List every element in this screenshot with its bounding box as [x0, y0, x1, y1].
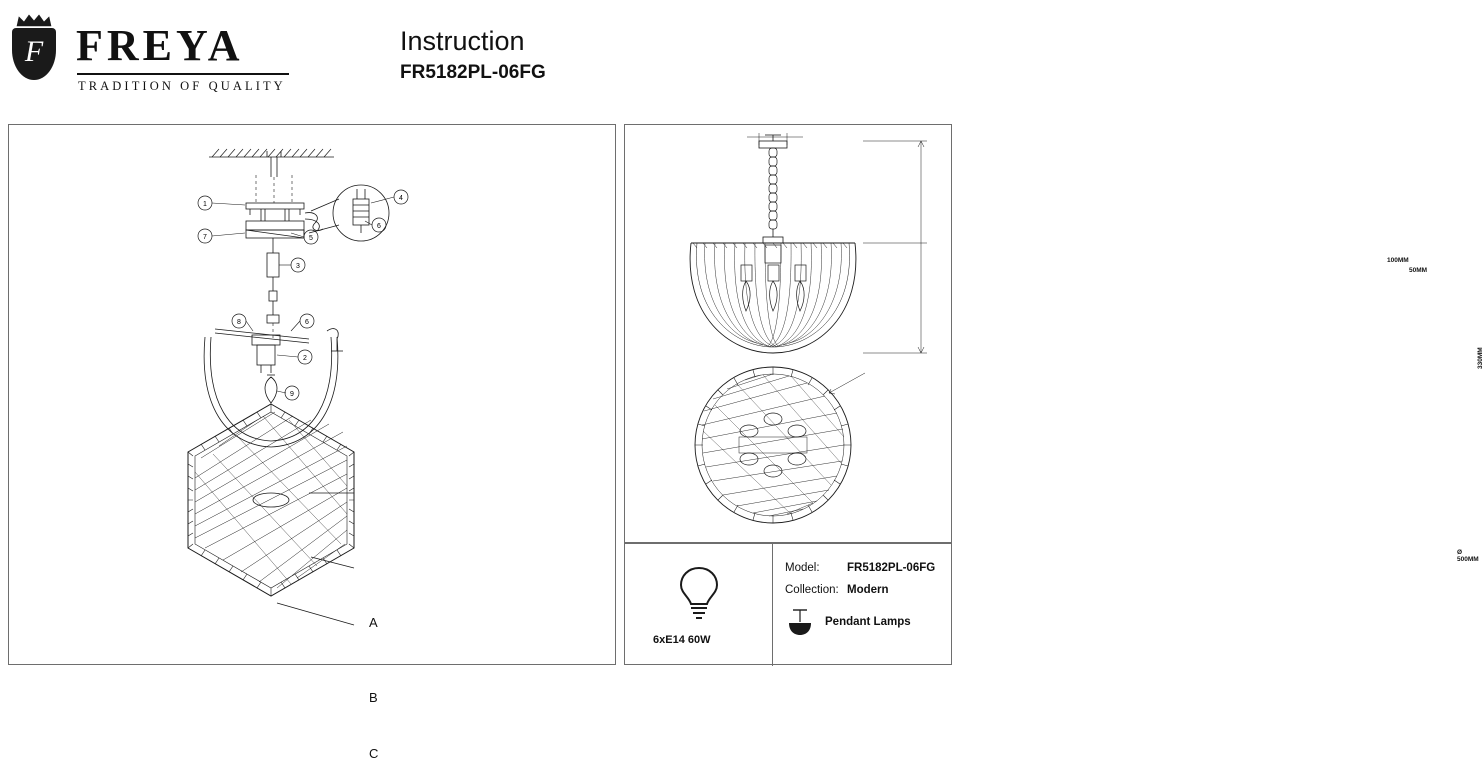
product-views-panel [624, 124, 1484, 563]
dimension-height: 330MM [1477, 347, 1484, 369]
brand-tagline: TRADITION OF QUALITY [78, 79, 286, 93]
info-text-block [785, 562, 935, 606]
svg-text:8: 8 [237, 319, 241, 326]
brand-name: FREYA [76, 21, 244, 70]
collection-row [785, 584, 935, 596]
svg-text:7: 7 [203, 234, 207, 241]
section-label-b: B [369, 690, 378, 705]
svg-text:6: 6 [305, 319, 309, 326]
info-divider [772, 544, 773, 666]
model-row [785, 562, 935, 574]
freya-crest-icon [8, 14, 60, 88]
dimension-top-2: 50MM [1409, 267, 1428, 274]
crest-shield [12, 28, 56, 80]
model-label: Model: [785, 562, 820, 574]
svg-text:4: 4 [399, 195, 403, 202]
model-value: FR5182PL-06FG [847, 562, 936, 574]
collection-value: Modern [847, 584, 889, 596]
svg-text:2: 2 [303, 355, 307, 362]
document-title-block [400, 26, 546, 84]
assembly-drawing [9, 125, 615, 664]
svg-text:9: 9 [290, 391, 294, 398]
page-title: Instruction [400, 26, 525, 56]
crest-letter: F [24, 35, 44, 68]
product-info-panel [624, 543, 952, 665]
section-label-c: C [369, 746, 379, 761]
pendant-lamp-icon [785, 608, 819, 636]
svg-text:6: 6 [377, 223, 381, 230]
brand-divider [77, 73, 289, 75]
product-drawing [625, 125, 951, 542]
section-label-a: A [369, 615, 378, 630]
model-code: FR5182PL-06FG [400, 62, 546, 84]
crown-icon [16, 14, 52, 27]
light-bulb-icon [677, 566, 721, 622]
product-type-row [785, 608, 911, 636]
collection-label: Collection: [785, 584, 839, 596]
brand-block [8, 14, 289, 94]
product-type-label: Pendant Lamps [825, 616, 911, 628]
bulb-spec: 6xE14 60W [653, 634, 711, 646]
svg-text:3: 3 [296, 263, 300, 270]
dimension-top-1: 100MM [1387, 257, 1409, 264]
brand-text [76, 14, 289, 94]
assembly-diagram-panel [8, 124, 616, 761]
document-header [0, 0, 960, 110]
svg-text:1: 1 [203, 201, 207, 208]
svg-text:5: 5 [309, 235, 313, 242]
dimension-diameter: Ø 500MM [1457, 549, 1479, 563]
